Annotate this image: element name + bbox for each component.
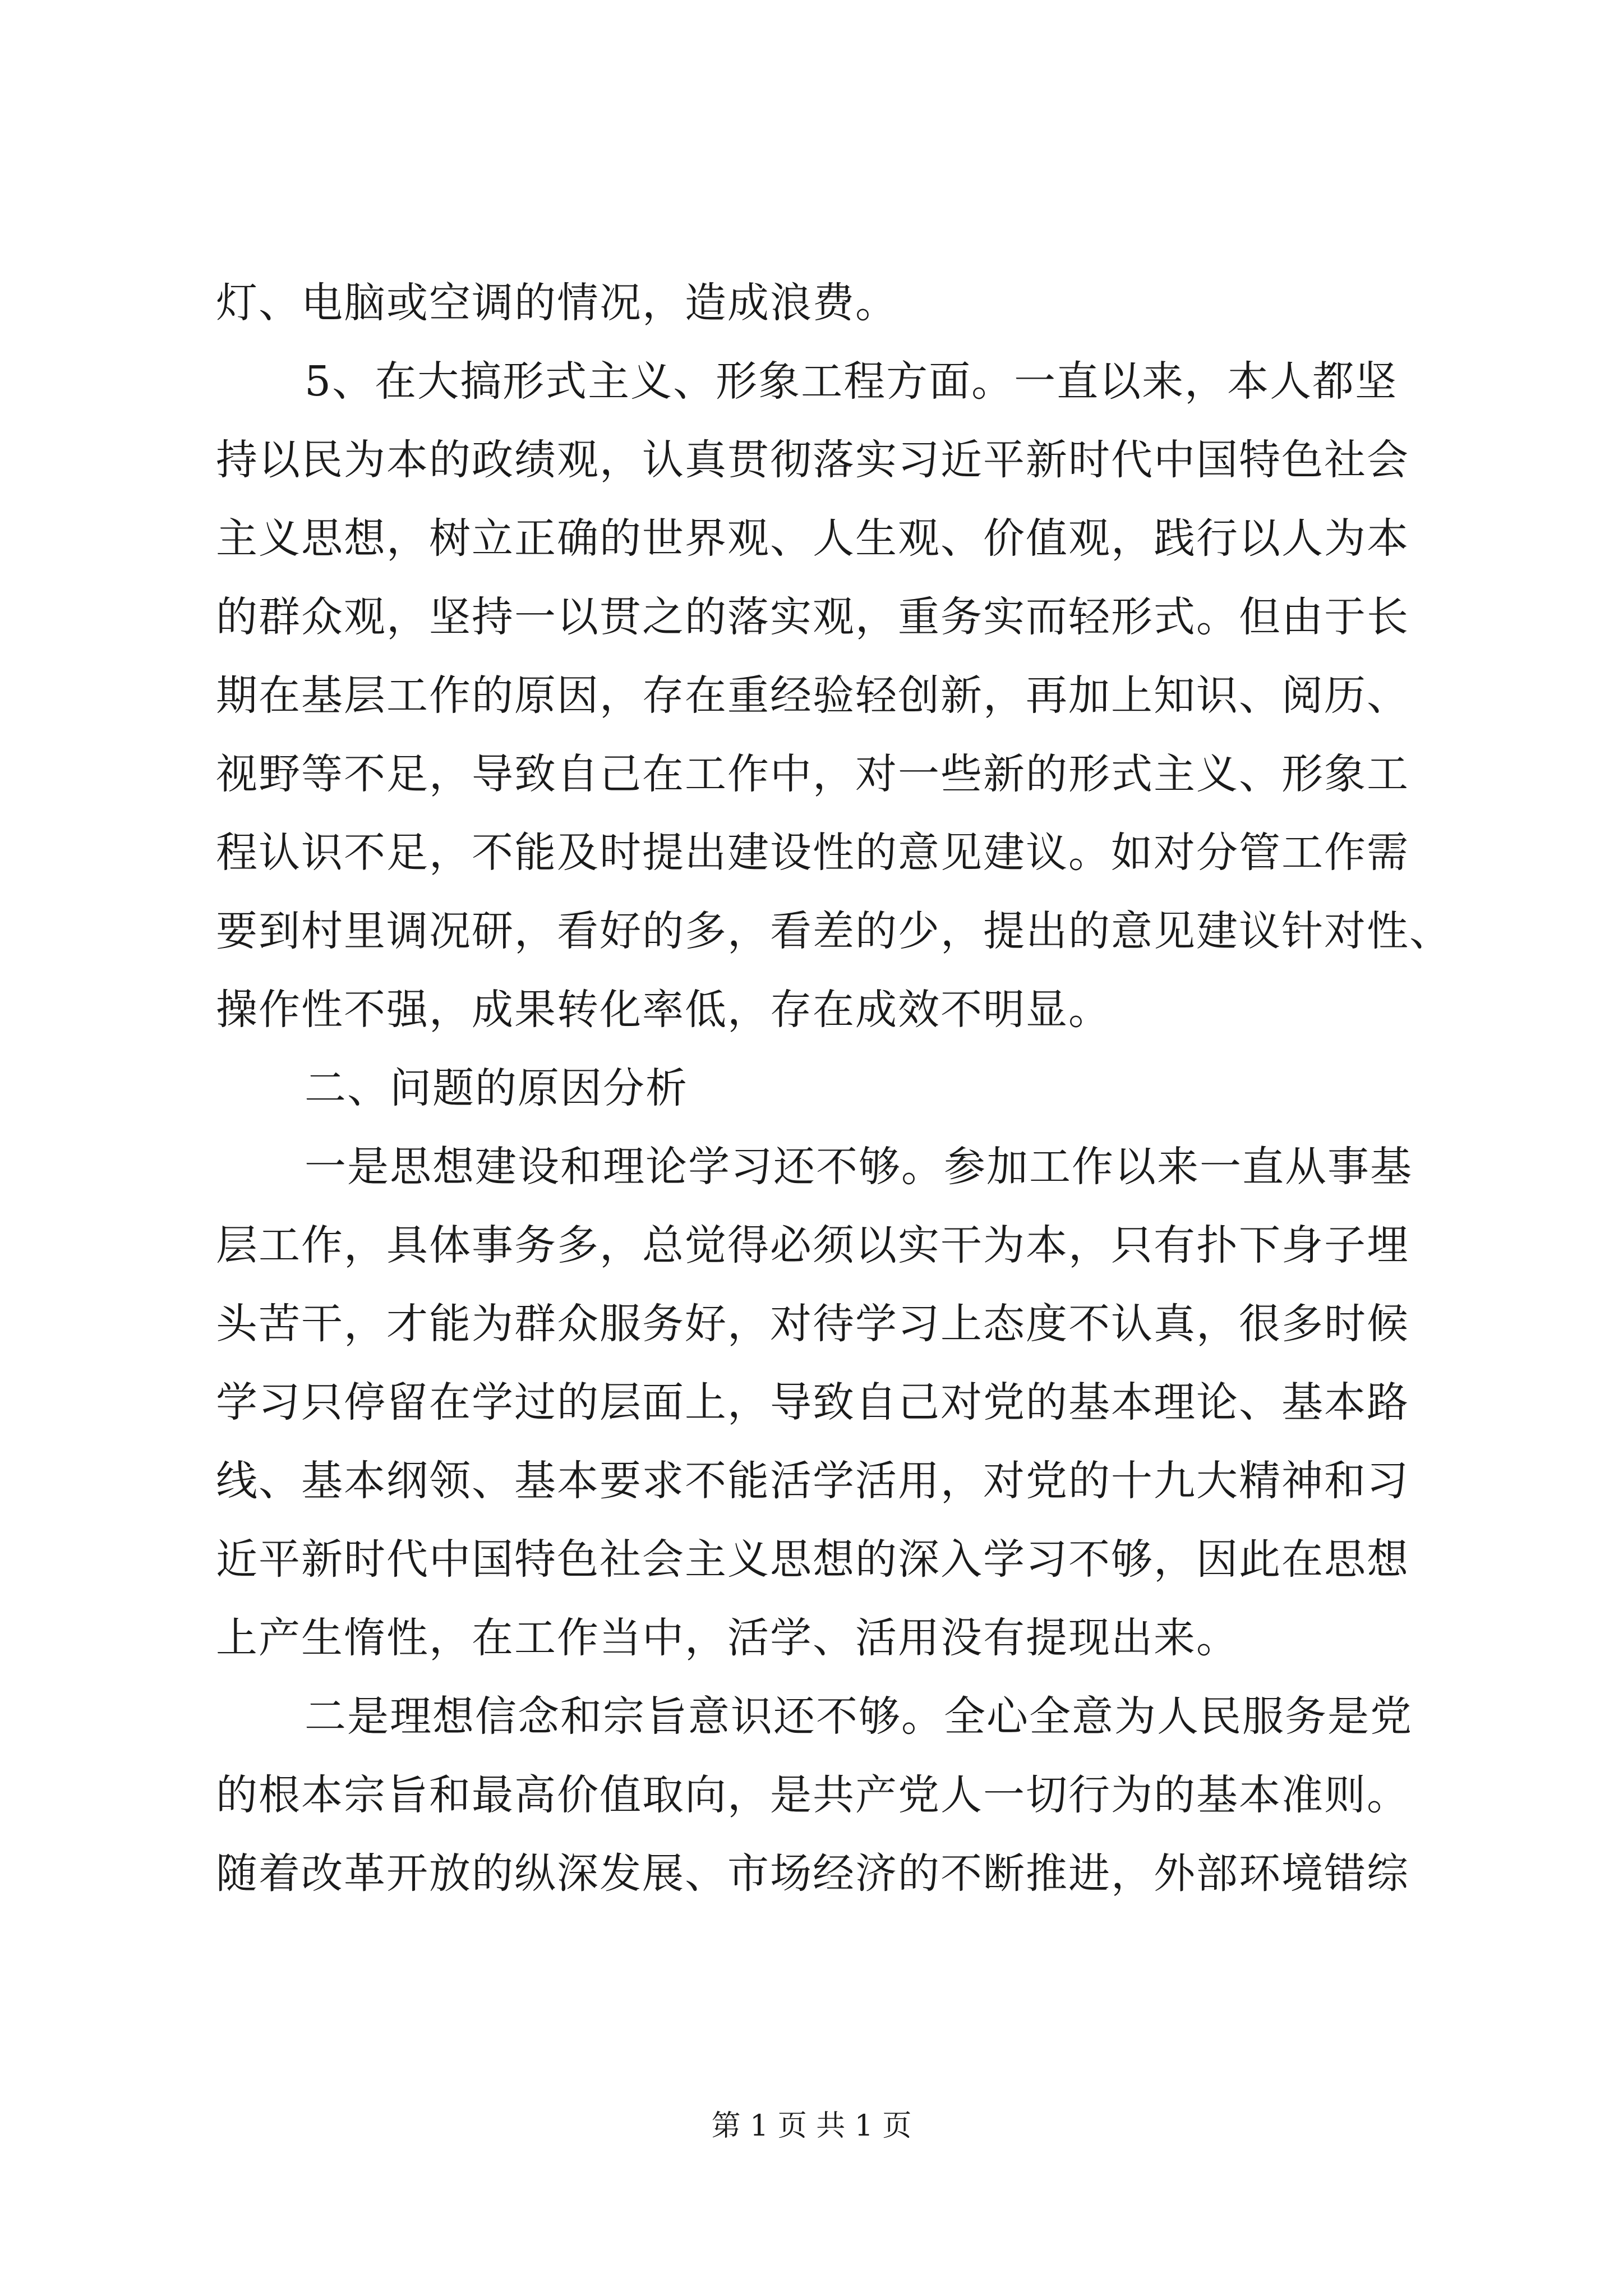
text-line: 持以民为本的政绩观，认真贯彻落实习近平新时代中国特色社会 bbox=[216, 436, 1409, 484]
page-footer: 第 1 页 共 1 页 bbox=[711, 2109, 912, 2143]
text-line: 近平新时代中国特色社会主义思想的深入学习不够，因此在思想 bbox=[216, 1535, 1409, 1584]
text-line: 程认识不足，不能及时提出建设性的意见建议。如对分管工作需 bbox=[216, 829, 1409, 877]
text-line: 二是理想信念和宗旨意识还不够。全心全意为人民服务是党 bbox=[305, 1692, 1413, 1741]
text-line: 随着改革开放的纵深发展、市场经济的不断推进，外部环境错综 bbox=[216, 1849, 1409, 1898]
text-line: 要到村里调况研，看好的多，看差的少，提出的意见建议针对性、 bbox=[216, 907, 1452, 955]
text-line: 线、基本纲领、基本要求不能活学活用，对党的十九大精神和习 bbox=[216, 1457, 1409, 1505]
text-line: 头苦干，才能为群众服务好，对待学习上态度不认真，很多时候 bbox=[216, 1300, 1409, 1348]
document-body bbox=[216, 264, 1452, 1913]
text-line: 上产生惰性，在工作当中，活学、活用没有提现出来。 bbox=[216, 1614, 1239, 1662]
text-line: 操作性不强，成果转化率低，存在成效不明显。 bbox=[216, 986, 1111, 1034]
text-line: 主义思想，树立正确的世界观、人生观、价值观，践行以人为本 bbox=[216, 514, 1409, 563]
text-line: 视野等不足，导致自己在工作中，对一些新的形式主义、形象工 bbox=[216, 750, 1409, 798]
text-line: 二、问题的原因分析 bbox=[305, 1064, 688, 1112]
text-line: 的根本宗旨和最高价值取向，是共产党人一切行为的基本准则。 bbox=[216, 1771, 1409, 1819]
text-line: 灯、电脑或空调的情况，造成浪费。 bbox=[216, 279, 898, 327]
text-line: 5、在大搞形式主义、形象工程方面。一直以来，本人都坚 bbox=[305, 357, 1398, 406]
text-line: 期在基层工作的原因，存在重经验轻创新，再加上知识、阅历、 bbox=[216, 671, 1409, 720]
text-line: 层工作，具体事务多，总觉得必须以实干为本，只有扑下身子埋 bbox=[216, 1221, 1409, 1269]
text-line: 学习只停留在学过的层面上，导致自己对党的基本理论、基本路 bbox=[216, 1378, 1409, 1427]
text-line: 的群众观，坚持一以贯之的落实观，重务实而轻形式。但由于长 bbox=[216, 593, 1409, 641]
text-line: 一是思想建设和理论学习还不够。参加工作以来一直从事基 bbox=[305, 1143, 1413, 1191]
